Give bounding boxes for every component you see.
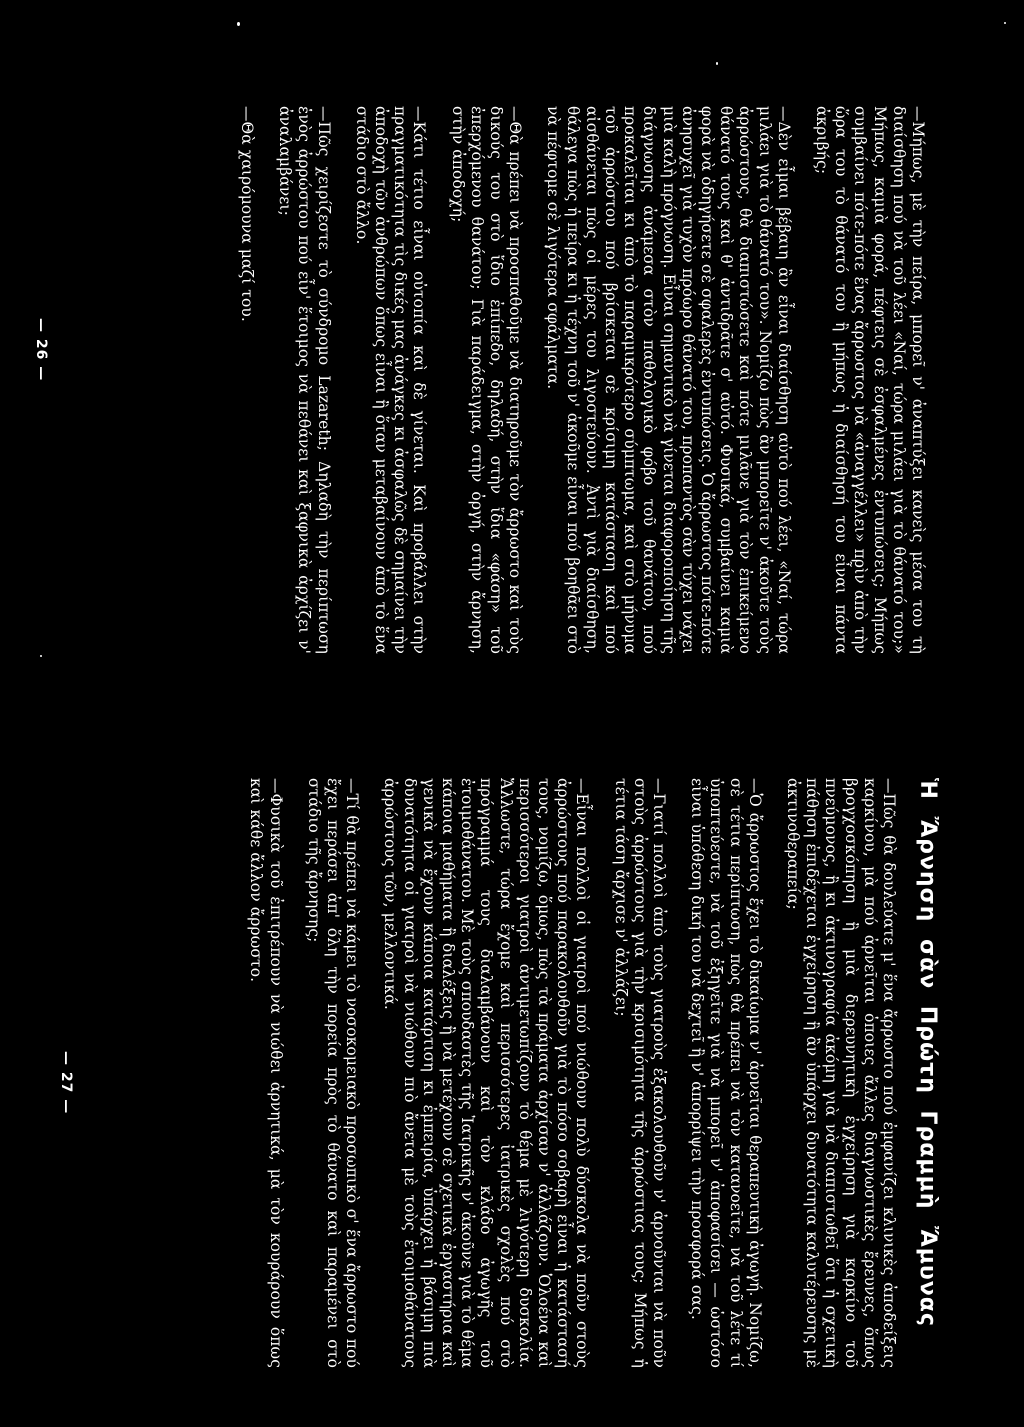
scan-speck: [237, 22, 240, 26]
paragraph: —Δὲν εἶμαι βέβαιη ἂν εἶναι διαίσθηση αὐτὸ πού λέει, «Ναί, τώρα μιλάει γιὰ τὸ θάνατό του». Νομίζω πὼς ἂν μπορεῖτε ν' ἀκοῦτε τοὺς ἀρρώστους, θὰ διαπιστώσετε καὶ πότε μιλᾶνε γιὰ τὸν ἐπικείμενο θάνατό τους καὶ θ' ἀντιδρᾶτε σ' αὐτό. Φυσικά, συμβαίνει καμιὰ φορὰ νὰ ὁδηγήσετε σὲ σφαλερὲς ἐντυπώσεις. Ὁ ἄρρωστος πότε-πότε ἀνησυχεῖ γιὰ τυχὸν πρόωρο θάνατό του, προπαντὸς σὰν τύχει νάχει μιὰ καλὴ πρόγνωση. Εἶναι σημαντικὸ νὰ γίνεται διαφοροποίηση τῆς διάγνωσης ἀνάμεσα στὸν παθολογικὸ φόβο τοῦ θανάτου, πού προκαλεῖται κι ἀπὸ τὸ παραμικρότερο σύμπτωμα, καὶ στὸ μήνυμα τοῦ ἀρρώστου πού βρίσκεται σὲ κρίσιμη κατάσταση καὶ πού αἰσθάνεται πὼς οἱ μέρες του λιγοστεύουν. Ἀντὶ γιὰ διαίσθηση, θάλεγα πὼς ἡ πείρα κι ἡ τέχνη τοῦ ν' ἀκοῦμε εἶναι πού βοηθᾶει στὸ νὰ πέφτομε σὲ λιγότερα σφάλματα.: [544, 106, 793, 654]
paragraph: —Εἶναι πολλοὶ οἱ γιατροὶ πού νιώθουν πολὺ δύσκολα νὰ ποῦν στοὺς ἀρρώστους πού παρακολουθοῦν γιὰ τὸ πόσο σοβαρὴ εἶναι ἡ κατάστασή τους, νομίζω, ὅμως, πὼς τὰ πράματα ἀρχίσαν ν' ἀλλάζουν. Ὁλοένα καὶ περισσότεροι γιατροὶ ἀντιμετωπίζουν τὸ θέμα μὲ λιγότερη δυσκολία. Ἄλλωστε, τώρα ἔχομε καὶ περισσότερες ἰατρικὲς σχολὲς πού στὸ πρόγραμμά τους διαλαμβάνουν καὶ τὸν κλάδο ἀγωγῆς τοῦ ἐτοιμοθάνατου. Μὲ τοὺς σπουδαστὲς τῆς Ἰατρικῆς ν' ἀκοῦνε γιὰ τὸ θέμα κάποια μαθήματα ἢ διαλέξεις ἢ νὰ μετέχουν σὲ σχετικὰ ἐργαστήρια καὶ γενικὰ νὰ ἔχουν κάποια κατάρτιση κι ἐμπειρία, ὑπάρχει ἡ βάσιμη πιὰ δυνατότητα οἱ γιατροὶ νὰ νιώθουν πιὸ ἄνετα μὲ τοὺς ἐτοιμοθάνατους ἀρρώστους τῶν, μελλοντικά.: [381, 778, 592, 1368]
paragraph: —Κάτι τέτιο εἶναι οὐτοπία καὶ δὲ γίνεται. Καὶ προβάλλει στὴν πραγματικότητα τὶς δικές μας ἀνάγκες κι ἀσφαλῶς δὲ σημαίνει τὴν ἀποδοχὴ τῶν ἀνθρώπων ὅπως εἶναι ἢ ὅταν μεταβαίνουν ἀπὸ τὸ ἕνα στάδιο στὸ ἄλλο.: [352, 106, 429, 654]
right-page-text-column: [246, 778, 898, 1368]
paragraph: —Πῶς θὰ δουλεύατε μ' ἕνα ἄρρωστο πού ἐμφανίζει κλινικὲς ἀποδείξεις καρκίνου, μὰ πού ἀρνεῖται ὁποιες ἄλλες διαγνωστικὲς ἔρευνες, ὅπως βρογχοσκόπηση ἢ μιὰ διερευνητικὴ ἐγχείρηση γιὰ καρκίνο τοῦ πνεύμονος, ἢ κι ἀκτινογραφία ἀκόμη γιὰ νὰ διαπιστωθεῖ ὅτι ἡ σχετικὴ πάθηση ἐπιδέχεται ἐγχείρηση ἢ ἂν ὑπάρχει δυνατότητα καλυτέρευσης μὲ ἀκτινοθεραπεία;: [783, 778, 898, 1368]
right-page: [0, 713, 1024, 1427]
paragraph: —Μήπως, μὲ τὴν πείρα, μπορεῖ ν' ἀναπτύξει κανεὶς μέσα του τὴ διαίσθηση πού νὰ τοῦ λέει «Ναί, τώρα μιλάει γιὰ τὸ θάνατό του;» Μήπως, καμιὰ φορά, πέφτεις σὲ ἐσφαλμένες ἐντυπώσεις; Μήπως συμβαίνει πότε-πότε ἕνας ἄρρωστος νὰ «ἀναγγέλλει» πρὶν ἀπὸ τὴν ὥρα του τὸ θάνατό του ἢ μήπως ἡ διαίσθησή του εἶναι πάντα ἀκριβής;: [812, 106, 927, 654]
scan-speck: [1004, 22, 1006, 24]
page-number: — 26 —: [33, 318, 49, 382]
scan-speck: [40, 655, 42, 657]
paragraph: —Θὰ χαιρόμουνα μαζί του.: [237, 106, 256, 322]
running-head: Ἡ Ἄρνηση σὰν Πρώτη Γραμμὴ Ἄμυνας: [915, 778, 940, 1327]
left-page-text-column: [237, 106, 927, 654]
paragraph: —Θὰ πρέπει νὰ προσπαθοῦμε νὰ διατηροῦμε τὸν ἄρρωστο καὶ τοὺς δικούς του στὸ ἴδιο ἐπίπεδο, δηλαδή, στὴν ἴδια «φάση» τοῦ ἐπερχόμενου θανάτου; Γιὰ παράδειγμα, στὴν ὀργή, στὴν ἄρνηση, στὴν ἀποδοχή;: [448, 106, 525, 654]
paragraph: —Τί θὰ πρέπει νὰ κάμει τὸ νοσοκομειακὸ προσωπικὸ σ' ἕνα ἄρρωστο πού ἔχει περάσει ἀπ' ὅλη τὴν πορεία πρὸς τὸ θάνατο καὶ παραμένει στὸ στάδιο τῆς ἄρνησης;: [304, 778, 362, 1368]
paragraph: —Ὁ ἄρρωστος ἔχει τὸ δικαίωμα ν' ἀρνεῖται θεραπευτικὴ ἀγωγή. Νομίζω, σὲ τέτια περίπτωση, πὼς θὰ πρέπει νὰ τὸν κατανοεῖτε, νὰ τοῦ λέτε τί ὑποπτεύεστε, νὰ τοῦ ἐξηγεῖτε γιὰ νὰ μπορεῖ ν' ἀποφασίσει — ὡστόσο εἶναι ὑπόθεση δική του νὰ δεχτεῖ ἢ ν' ἀπορρίψει τὴν προσφορά σας.: [688, 778, 764, 1368]
scan-speck: [716, 62, 718, 65]
paragraph: —Φυσικὰ τοῦ ἐπιτρέπουν νὰ νιώθει ἀρνητικά, μὰ τὸν κουράρουν ὅπως καὶ κάθε ἄλλον ἄρρωστο.: [247, 778, 285, 1368]
paragraph: —Γιατί πολλοὶ ἀπὸ τοὺς γιατροὺς ἐξακολουθοῦν ν' ἀρνοῦνται νὰ ποῦν στοὺς ἀρρώστους γιὰ τὴν κρισιμότητα τῆς ἀρρώστιας τους; Μήπως ἡ τέτια τάση ἄρχισε ν' ἀλλάζει;: [611, 778, 668, 1368]
left-page: [0, 0, 1024, 713]
paragraph: —Πῶς χειρίζεστε τὸ σύνδρομο Lazareth; Δηλαδὴ τὴν περίπτωση ἑνὸς ἀρρώστου πού εἶν' ἕτοιμος νὰ πεθάνει καὶ ξαφνικὰ ἀρχίζει ν' ἀναλαμβάνει;: [276, 106, 333, 654]
page-number: — 27 —: [58, 1051, 74, 1115]
